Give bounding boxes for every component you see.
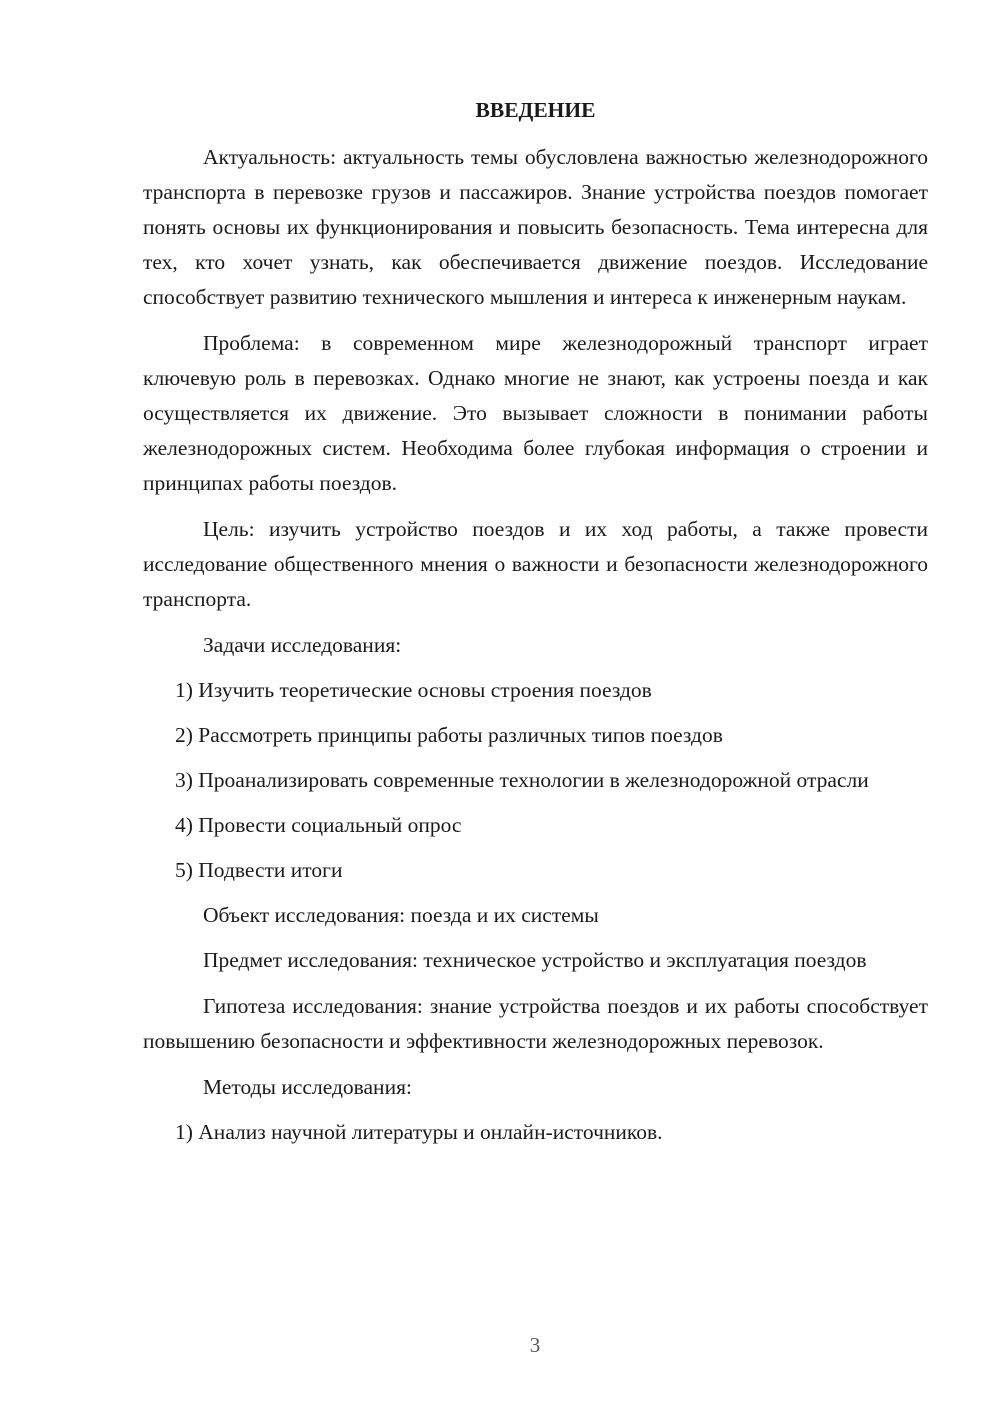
document-page (143, 93, 928, 1160)
tasks-heading: Задачи исследования: (203, 633, 402, 657)
task-item: 2) Рассмотреть принципы работы различных типов поездов (175, 723, 723, 747)
subject-paragraph: Предмет исследования: техническое устройство и эксплуатация поездов (203, 948, 867, 972)
method-item: 1) Анализ научной литературы и онлайн-источников. (175, 1120, 663, 1144)
task-item: 5) Подвести итоги (175, 858, 343, 882)
methods-heading: Методы исследования: (203, 1075, 412, 1099)
object-paragraph: Объект исследования: поезда и их системы (203, 903, 599, 927)
goal-paragraph: Цель: изучить устройство поездов и их ход работы, а также провести исследование общественного мнения о важности и безопасности железнодорожного транспорта. (143, 517, 928, 611)
task-item: 4) Провести социальный опрос (175, 813, 462, 837)
task-item: 3) Проанализировать современные технологии в железнодорожной отрасли (175, 768, 869, 792)
relevance-paragraph: Актуальность: актуальность темы обусловлена важностью железнодорожного транспорта в перевозке грузов и пассажиров. Знание устройства поездов помогает понять основы их функционирования и повысить безопасность. Тема интересна для тех, кто хочет узнать, как обеспечивается движение поездов. Исследование способствует развитию технического мышления и интереса к инженерным наукам. (143, 145, 928, 309)
page-number: 3 (529, 1333, 541, 1357)
section-title: ВВЕДЕНИЕ (475, 98, 596, 122)
problem-paragraph: Проблема: в современном мире железнодорожный транспорт играет ключевую роль в перевозках. Однако многие не знают, как устроены поезда и как осуществляется их движение. Это вызывает сложности в понимании работы железнодорожных систем. Необходима более глубокая информация о строении и принципах работы поездов. (143, 331, 928, 495)
hypothesis-paragraph: Гипотеза исследования: знание устройства поездов и их работы способствует повышению безопасности и эффективности железнодорожных перевозок. (143, 994, 928, 1053)
task-item: 1) Изучить теоретические основы строения поездов (175, 678, 652, 702)
